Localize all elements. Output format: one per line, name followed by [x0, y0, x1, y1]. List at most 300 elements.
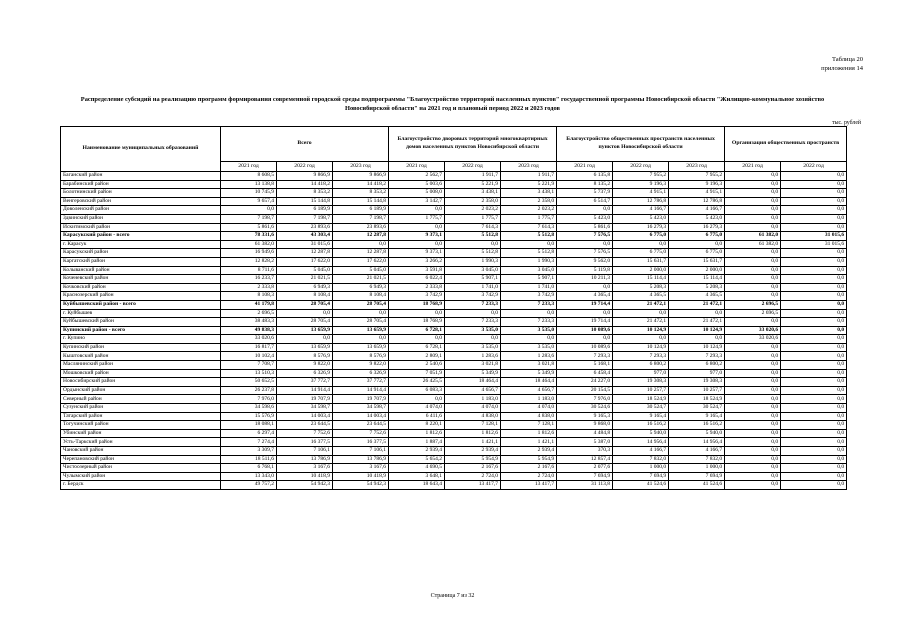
table-cell: 3 535,0: [501, 326, 557, 335]
table-cell: 1 421,1: [501, 438, 557, 447]
table-cell: 28 705,4: [277, 318, 333, 327]
table-cell: 31 015,6: [277, 240, 333, 249]
table-cell: 0,0: [725, 464, 781, 473]
table-cell: 0,0: [781, 292, 847, 301]
table-cell: 0,0: [781, 455, 847, 464]
table-cell: 7 198,7: [333, 214, 389, 223]
col-header-org: Организация общественных пространств: [725, 127, 847, 162]
table-cell: 5 512,8: [501, 249, 557, 258]
table-cell: 1 421,1: [445, 438, 501, 447]
table-cell: 15 114,4: [669, 275, 725, 284]
table-cell: 0,0: [221, 206, 277, 215]
table-cell: 9 165,3: [557, 412, 613, 421]
municipality-name: Болотнинский район: [61, 189, 221, 198]
table-row: [61, 472, 847, 481]
year-header: 2022 год: [445, 162, 501, 172]
table-row: [61, 180, 847, 189]
table-cell: 18 643,4: [389, 481, 445, 490]
table-cell: 18 511,6: [221, 455, 277, 464]
table-row: [61, 300, 847, 309]
table-cell: 10 211,3: [557, 275, 613, 284]
municipality-name: г. Карасук: [61, 240, 221, 249]
table-cell: 0,0: [725, 266, 781, 275]
table-cell: 2 000,0: [669, 266, 725, 275]
table-cell: 9 866,9: [333, 172, 389, 181]
subsidy-table: [60, 126, 847, 490]
table-cell: 9 165,4: [669, 412, 725, 421]
table-cell: 1 741,0: [445, 283, 501, 292]
table-cell: 4 365,4: [557, 292, 613, 301]
table-cell: 10 418,9: [333, 472, 389, 481]
year-header: 2022 год: [277, 162, 333, 172]
table-cell: 0,0: [501, 335, 557, 344]
table-cell: 7 976,0: [557, 395, 613, 404]
table-cell: 6 458,4: [557, 369, 613, 378]
table-cell: 0,0: [725, 404, 781, 413]
table-cell: 3 591,8: [389, 266, 445, 275]
table-cell: 0,0: [445, 240, 501, 249]
municipality-name: Кыштовский район: [61, 352, 221, 361]
table-cell: 5 861,6: [557, 223, 613, 232]
table-cell: 9 657,4: [221, 197, 277, 206]
table-row: [61, 292, 847, 301]
table-cell: 0,0: [613, 309, 669, 318]
table-cell: 4 656,7: [501, 386, 557, 395]
table-cell: 7 832,0: [669, 455, 725, 464]
table-cell: 61 382,0: [725, 240, 781, 249]
table-cell: 21 472,1: [613, 300, 669, 309]
table-cell: 7 233,3: [445, 318, 501, 327]
municipality-name: Сузунский район: [61, 404, 221, 413]
table-cell: 7 955,2: [669, 172, 725, 181]
table-cell: 18 768,9: [389, 300, 445, 309]
table-cell: 7 233,3: [501, 300, 557, 309]
table-cell: 5 168,1: [557, 361, 613, 370]
table-cell: 16 233,7: [221, 275, 277, 284]
table-cell: 1 183,0: [501, 395, 557, 404]
table-cell: 9 196,3: [669, 180, 725, 189]
table-cell: 5 045,0: [333, 266, 389, 275]
table-cell: 0,0: [725, 386, 781, 395]
col-header-name: Наименование муниципальных образований: [61, 127, 221, 172]
table-cell: 8 576,9: [333, 352, 389, 361]
table-cell: 61 382,0: [221, 240, 277, 249]
table-cell: 1 812,6: [389, 429, 445, 438]
table-cell: 12 786,8: [669, 197, 725, 206]
table-row: [61, 421, 847, 430]
table-cell: 2 696,5: [221, 309, 277, 318]
table-reference: [821, 56, 863, 73]
table-cell: 0,0: [781, 283, 847, 292]
table-cell: 5 654,2: [389, 455, 445, 464]
table-cell: 2 167,6: [501, 464, 557, 473]
table-cell: 34 598,7: [333, 404, 389, 413]
table-cell: 0,0: [725, 481, 781, 490]
table-cell: 7 198,7: [221, 214, 277, 223]
table-cell: 0,0: [781, 326, 847, 335]
table-cell: 0,0: [389, 335, 445, 344]
table-cell: 7 051,9: [389, 369, 445, 378]
table-cell: 16 377,5: [333, 438, 389, 447]
table-cell: 5 349,9: [445, 369, 501, 378]
table-cell: 0,0: [781, 481, 847, 490]
table-cell: 0,0: [669, 240, 725, 249]
table-row: [61, 275, 847, 284]
table-cell: 8 353,2: [333, 189, 389, 198]
table-cell: 0,0: [725, 395, 781, 404]
table-cell: 0,0: [669, 309, 725, 318]
table-cell: 0,0: [725, 197, 781, 206]
table-cell: 4 074,0: [389, 404, 445, 413]
table-cell: 0,0: [781, 223, 847, 232]
table-cell: 9 822,0: [277, 361, 333, 370]
table-cell: 41 179,8: [221, 300, 277, 309]
table-cell: 5 003,6: [389, 180, 445, 189]
table-cell: 5 423,0: [557, 214, 613, 223]
table-cell: 0,0: [389, 395, 445, 404]
table-cell: 6 728,1: [389, 326, 445, 335]
municipality-name: г. Бердск: [61, 481, 221, 490]
municipality-name: Краснозерский район: [61, 292, 221, 301]
table-cell: 33 020,6: [221, 335, 277, 344]
table-cell: 0,0: [389, 206, 445, 215]
municipality-name: Куйбышевский район: [61, 318, 221, 327]
table-cell: 6 189,9: [277, 206, 333, 215]
table-cell: 6 326,9: [277, 369, 333, 378]
municipality-name: Здвинский район: [61, 214, 221, 223]
table-cell: 7 694,9: [613, 472, 669, 481]
table-row: [61, 369, 847, 378]
table-cell: 7 293,3: [613, 352, 669, 361]
table-cell: 2 333,8: [389, 283, 445, 292]
table-cell: 23 893,6: [277, 223, 333, 232]
table-cell: 2 333,8: [221, 283, 277, 292]
table-cell: 13 417,7: [445, 481, 501, 490]
table-cell: 0,0: [725, 206, 781, 215]
table-row: [61, 404, 847, 413]
table-cell: 13 659,9: [277, 343, 333, 352]
table-cell: 28 705,4: [333, 318, 389, 327]
table-cell: 0,0: [501, 240, 557, 249]
table-body: [61, 172, 847, 490]
table-cell: 3 142,7: [389, 197, 445, 206]
table-cell: 0,0: [557, 240, 613, 249]
table-cell: 30 524,7: [613, 404, 669, 413]
municipality-name: Убинский район: [61, 429, 221, 438]
table-cell: 0,0: [613, 240, 669, 249]
table-row: [61, 249, 847, 258]
table-cell: 28 705,4: [277, 300, 333, 309]
table-cell: 0,0: [725, 223, 781, 232]
table-cell: 0,0: [781, 404, 847, 413]
table-cell: 1 990,3: [445, 257, 501, 266]
table-cell: 12 786,8: [613, 197, 669, 206]
table-cell: 6 949,3: [333, 283, 389, 292]
table-cell: 6 775,0: [669, 249, 725, 258]
table-cell: 0,0: [725, 275, 781, 284]
table-cell: 7 708,7: [221, 361, 277, 370]
table-cell: 4 838,0: [501, 412, 557, 421]
table-cell: 7 128,1: [501, 421, 557, 430]
table-cell: 6 297,4: [221, 429, 277, 438]
table-cell: 0,0: [725, 361, 781, 370]
table-cell: 3 742,9: [389, 292, 445, 301]
table-row: [61, 172, 847, 181]
municipality-name: Каргатский район: [61, 257, 221, 266]
table-cell: 1 775,7: [445, 214, 501, 223]
table-row: [61, 343, 847, 352]
table-cell: 5 512,8: [501, 232, 557, 241]
table-cell: 0,0: [781, 249, 847, 258]
table-cell: 0,0: [277, 309, 333, 318]
table-cell: 0,0: [781, 361, 847, 370]
table-cell: 2 167,6: [445, 464, 501, 473]
municipality-name: г. Куйбышев: [61, 309, 221, 318]
table-cell: 1 183,0: [445, 395, 501, 404]
table-cell: 0,0: [781, 197, 847, 206]
table-cell: 33 020,6: [725, 335, 781, 344]
table-row: [61, 378, 847, 387]
table-cell: 0,0: [781, 421, 847, 430]
table-cell: 21 472,1: [669, 300, 725, 309]
table-cell: 2 540,6: [389, 361, 445, 370]
table-cell: 0,0: [781, 257, 847, 266]
table-cell: 0,0: [501, 309, 557, 318]
table-cell: 4 166,7: [613, 206, 669, 215]
table-cell: 370,3: [557, 447, 613, 456]
table-cell: 5 045,0: [277, 266, 333, 275]
table-cell: 0,0: [725, 429, 781, 438]
table-cell: 0,0: [725, 472, 781, 481]
table-cell: 6 800,2: [669, 361, 725, 370]
table-cell: 0,0: [781, 472, 847, 481]
table-cell: 2 077,6: [557, 464, 613, 473]
table-cell: 0,0: [781, 206, 847, 215]
municipality-name: Кочковский район: [61, 283, 221, 292]
table-cell: 10 102,4: [221, 352, 277, 361]
municipality-name: Северный район: [61, 395, 221, 404]
table-cell: 3 438,1: [501, 189, 557, 198]
table-cell: 4 484,8: [557, 429, 613, 438]
header-row-groups: [61, 127, 847, 162]
table-cell: 9 868,0: [557, 421, 613, 430]
table-row: [61, 455, 847, 464]
table-cell: 8 353,2: [277, 189, 333, 198]
table-cell: 1 000,0: [613, 464, 669, 473]
table-cell: 0,0: [389, 309, 445, 318]
table-cell: 0,0: [781, 386, 847, 395]
municipality-name: Венгеровский район: [61, 197, 221, 206]
col-header-yards: Благоустройство дворовых территорий многоквартирных домов населенных пунктов Новосибирской области: [389, 127, 557, 162]
table-cell: 37 772,7: [333, 378, 389, 387]
table-cell: 0,0: [781, 318, 847, 327]
table-cell: 31 113,8: [557, 481, 613, 490]
table-cell: 26 425,5: [389, 378, 445, 387]
table-cell: 41 524,6: [613, 481, 669, 490]
table-cell: 7 576,5: [557, 249, 613, 258]
table-cell: 6 135,8: [557, 172, 613, 181]
table-cell: 10 124,9: [613, 343, 669, 352]
table-cell: 21 472,1: [613, 318, 669, 327]
table-cell: 4 838,0: [445, 412, 501, 421]
table-cell: 0,0: [781, 447, 847, 456]
table-cell: 6 775,0: [669, 232, 725, 241]
table-cell: 6 775,0: [613, 249, 669, 258]
table-cell: 54 942,3: [333, 481, 389, 490]
table-row: [61, 283, 847, 292]
table-cell: 3 535,0: [445, 343, 501, 352]
table-cell: 4 074,0: [445, 404, 501, 413]
table-cell: 6 189,9: [333, 206, 389, 215]
table-cell: 16 377,5: [277, 438, 333, 447]
table-cell: 15 631,7: [613, 257, 669, 266]
table-cell: 13 343,0: [221, 472, 277, 481]
table-cell: 3 742,9: [445, 292, 501, 301]
table-cell: 14 956,4: [613, 438, 669, 447]
table-cell: 34 598,7: [277, 404, 333, 413]
table-cell: 4 915,1: [669, 189, 725, 198]
table-cell: 2 939,4: [501, 447, 557, 456]
table-row: [61, 189, 847, 198]
table-cell: 6 728,1: [389, 343, 445, 352]
table-cell: 13 417,7: [501, 481, 557, 490]
table-cell: 23 644,5: [333, 421, 389, 430]
table-cell: 0,0: [781, 464, 847, 473]
table-cell: 1 812,6: [445, 429, 501, 438]
table-cell: 0,0: [781, 378, 847, 387]
table-cell: 0,0: [781, 343, 847, 352]
table-cell: 7 614,3: [501, 223, 557, 232]
table-cell: 10 089,6: [557, 343, 613, 352]
table-cell: 0,0: [725, 455, 781, 464]
table-cell: 0,0: [389, 240, 445, 249]
table-cell: 0,0: [725, 369, 781, 378]
table-cell: 10 089,6: [557, 326, 613, 335]
table-cell: 2 000,0: [613, 266, 669, 275]
table-cell: 15 114,4: [613, 275, 669, 284]
table-cell: 12 287,8: [333, 249, 389, 258]
table-cell: 0,0: [557, 309, 613, 318]
table-cell: 4 915,1: [613, 189, 669, 198]
table-cell: 0,0: [781, 352, 847, 361]
table-cell: 1 741,0: [501, 283, 557, 292]
table-cell: 33 020,6: [725, 326, 781, 335]
table-cell: 3 167,6: [333, 464, 389, 473]
table-cell: 19 707,9: [333, 395, 389, 404]
table-cell: 3 045,0: [501, 266, 557, 275]
table-cell: 30 524,7: [669, 404, 725, 413]
table-cell: 7 274,4: [221, 438, 277, 447]
table-cell: 0,0: [781, 189, 847, 198]
table-cell: 5 907,1: [445, 275, 501, 284]
municipality-name: Мошковский район: [61, 369, 221, 378]
table-cell: 14 914,4: [333, 386, 389, 395]
table-cell: 4 365,5: [613, 292, 669, 301]
year-header: 2021 год: [221, 162, 277, 172]
table-cell: 0,0: [669, 335, 725, 344]
table-cell: 9 562,0: [557, 257, 613, 266]
table-cell: 19 308,3: [613, 378, 669, 387]
table-row: [61, 352, 847, 361]
table-cell: 0,0: [725, 421, 781, 430]
table-cell: 977,0: [669, 369, 725, 378]
table-row: [61, 240, 847, 249]
table-cell: 19 707,9: [277, 395, 333, 404]
table-cell: 13 138,8: [221, 180, 277, 189]
table-cell: 5 512,8: [445, 249, 501, 258]
table-cell: 9 196,3: [613, 180, 669, 189]
table-cell: 7 576,5: [557, 232, 613, 241]
municipality-name: Чулымский район: [61, 472, 221, 481]
table-cell: 5 119,8: [557, 266, 613, 275]
table-cell: 6 022,4: [389, 275, 445, 284]
table-cell: 10 124,9: [613, 326, 669, 335]
table-cell: 16 279,3: [613, 223, 669, 232]
table-cell: 18 464,4: [501, 378, 557, 387]
table-cell: 0,0: [725, 318, 781, 327]
table-cell: 15 144,8: [333, 197, 389, 206]
table-cell: 5 940,0: [669, 429, 725, 438]
table-cell: 2 358,0: [445, 197, 501, 206]
table-cell: 19 308,3: [669, 378, 725, 387]
table-cell: 50 652,5: [221, 378, 277, 387]
table-row: [61, 206, 847, 215]
table-cell: 10 418,9: [277, 472, 333, 481]
table-cell: 17 622,0: [333, 257, 389, 266]
table-row: [61, 386, 847, 395]
table-cell: 8 220,1: [389, 421, 445, 430]
table-cell: 23 893,6: [333, 223, 389, 232]
table-cell: 7 128,1: [445, 421, 501, 430]
table-cell: 13 786,9: [277, 455, 333, 464]
table-cell: 1 887,4: [389, 438, 445, 447]
table-cell: 31 015,6: [781, 232, 847, 241]
table-cell: 5 349,9: [501, 369, 557, 378]
municipality-name: Купинский район - всего: [61, 326, 221, 335]
table-cell: 7 832,0: [613, 455, 669, 464]
table-cell: 0,0: [725, 412, 781, 421]
table-row: [61, 214, 847, 223]
table-cell: 18 768,9: [389, 318, 445, 327]
municipality-name: Ордынский район: [61, 386, 221, 395]
table-number: Таблица 20: [831, 56, 863, 63]
table-cell: 8 608,5: [221, 172, 277, 181]
table-cell: 1 812,6: [501, 429, 557, 438]
year-header: 2021 год: [725, 162, 781, 172]
table-cell: 7 614,3: [445, 223, 501, 232]
table-row: [61, 395, 847, 404]
table-cell: 0,0: [725, 292, 781, 301]
table-cell: 0,0: [725, 172, 781, 181]
table-cell: 16 516,2: [613, 421, 669, 430]
table-cell: 4 690,5: [389, 464, 445, 473]
table-cell: 0,0: [725, 378, 781, 387]
table-cell: 7 752,6: [277, 429, 333, 438]
table-cell: 2 696,5: [725, 300, 781, 309]
table-cell: 21 472,1: [669, 318, 725, 327]
table-cell: 3 535,0: [445, 326, 501, 335]
table-cell: 0,0: [725, 257, 781, 266]
table-cell: 4 166,7: [669, 206, 725, 215]
table-cell: 8 108,4: [333, 292, 389, 301]
page-footer: Страница 7 из 32: [430, 593, 475, 599]
table-cell: 14 003,4: [277, 412, 333, 421]
table-cell: 13 659,9: [333, 343, 389, 352]
table-cell: 0,0: [725, 249, 781, 258]
table-cell: 9 822,0: [333, 361, 389, 370]
table-cell: 5 208,3: [613, 283, 669, 292]
table-row: [61, 232, 847, 241]
